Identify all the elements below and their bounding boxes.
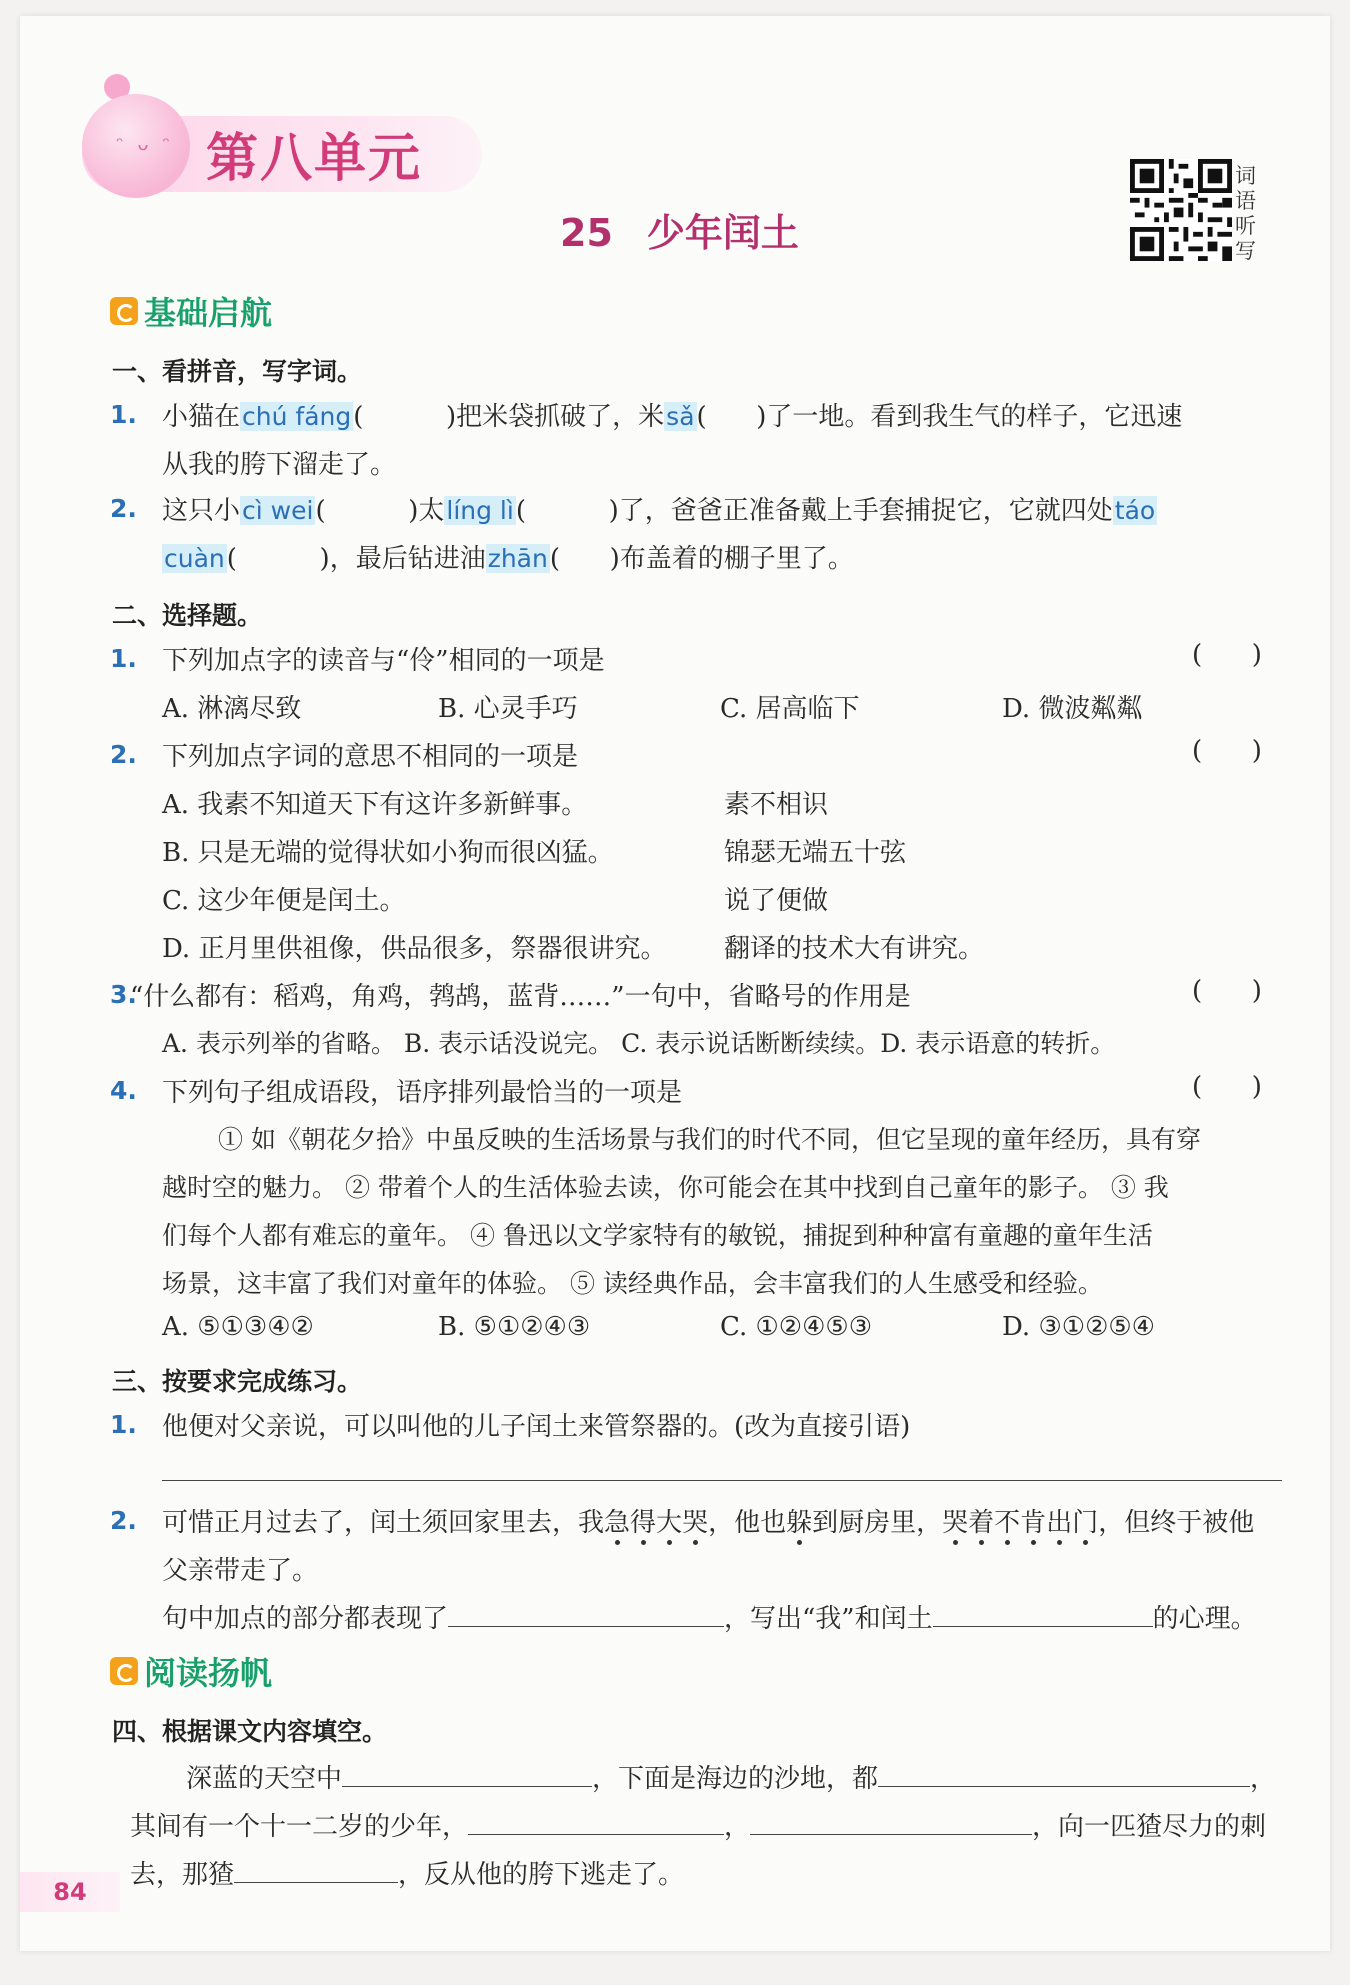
text: ，	[1250, 1764, 1277, 1794]
emphasis-char: 得	[630, 1508, 657, 1538]
answer-blank[interactable]	[342, 1764, 592, 1787]
workbook-page	[20, 16, 1330, 1951]
question-number: 2.	[110, 494, 137, 523]
text: ，向一匹猹尽力的刺	[1032, 1812, 1267, 1842]
option-compare: 素不相识	[724, 790, 829, 820]
text[interactable]: ( )太	[315, 496, 445, 526]
emphasis-char: 门	[1072, 1508, 1099, 1538]
answer-blank[interactable]	[933, 1604, 1153, 1627]
section-title: 基础启航	[144, 294, 273, 332]
emphasis-char: 躲	[786, 1508, 813, 1538]
question-stem: 下列句子组成语段，语序排列最恰当的一项是	[162, 1078, 683, 1108]
option[interactable]: B. 心灵手巧	[438, 694, 578, 724]
text: 句中加点的部分都表现了	[162, 1604, 449, 1634]
answer-bracket[interactable]: ( )	[1192, 976, 1262, 1006]
question-number: 1.	[110, 400, 137, 429]
text: ，写出“我”和闰土	[724, 1604, 933, 1634]
question-number: 1.	[110, 1410, 137, 1439]
section-heading-reading	[110, 1648, 272, 1694]
option[interactable]: A. 我素不知道天下有这许多新鲜事。	[162, 790, 588, 820]
answer-blank[interactable]	[234, 1860, 398, 1883]
question-line	[162, 396, 1182, 433]
text: ，	[724, 1812, 751, 1842]
option[interactable]: C. 这少年便是闰土。	[162, 886, 406, 916]
pinyin: cì wei	[242, 496, 314, 525]
answer-blank[interactable]	[468, 1812, 724, 1835]
answer-bracket[interactable]: ( )	[1192, 640, 1262, 670]
text: ，他也	[708, 1508, 787, 1538]
pinyin: líng lì	[446, 496, 514, 525]
question-number: 3.	[110, 980, 137, 1009]
question-stem: 下列加点字词的意思不相同的一项是	[162, 742, 579, 772]
section-heading-basics	[110, 288, 272, 334]
question-line	[162, 538, 854, 575]
emphasis-char: 着	[968, 1508, 995, 1538]
text: ，反从他的胯下逃走了。	[398, 1860, 685, 1890]
page-number: 84	[20, 1872, 120, 1912]
text[interactable]: ( )了，爸爸正准备戴上手套捕捉它，它就四处	[515, 496, 1113, 526]
option[interactable]: C. 居高临下	[720, 694, 860, 724]
options-row[interactable]: A. 表示列举的省略。 B. 表示话没说完。 C. 表示说话断断续续。D. 表示语意的转折。	[162, 1029, 1116, 1058]
fill-sentence	[186, 1758, 1276, 1795]
unit-title: 第八单元	[206, 129, 423, 189]
answer-blank[interactable]	[878, 1764, 1250, 1787]
answer-blank[interactable]	[750, 1812, 1032, 1835]
pinyin: cuàn	[164, 544, 225, 573]
answer-bracket[interactable]: ( )	[1192, 1072, 1262, 1102]
question-number: 4.	[110, 1076, 137, 1105]
emphasis-char: 哭	[682, 1508, 709, 1538]
part-1-heading: 一、看拼音，写字词。	[112, 357, 363, 386]
text: 其间有一个十一二岁的少年，	[130, 1812, 469, 1842]
text: 小猫在	[162, 402, 241, 432]
text[interactable]: ( )把米袋抓破了，米	[353, 402, 665, 432]
qr-label: 词语听写	[1235, 164, 1256, 263]
part-4-heading: 四、根据课文内容填空。	[112, 1717, 388, 1746]
fill-sentence	[162, 1598, 1257, 1635]
question-stem: “什么都有：稻鸡，角鸡，鹁鸪，蓝背……”一句中，省略号的作用是	[130, 982, 911, 1012]
text: 的心理。	[1152, 1604, 1257, 1634]
pinyin: sǎ	[666, 402, 695, 431]
text: ，但终于被他	[1098, 1508, 1255, 1538]
passage-line: 们每个人都有难忘的童年。 ④ 鲁迅以文学家特有的敏锐，捕捉到种种富有童趣的童年生活	[162, 1221, 1153, 1250]
answer-blank[interactable]	[448, 1604, 724, 1627]
question-text: 他便对父亲说，可以叫他的儿子闰土来管祭器的。(改为直接引语)	[162, 1412, 911, 1442]
text[interactable]: ( )了一地。看到我生气的样子，它迅速	[696, 402, 1183, 432]
emphasis-char: 出	[1046, 1508, 1073, 1538]
option[interactable]: C. ①②④⑤③	[720, 1312, 873, 1342]
question-text	[162, 1502, 1254, 1539]
part-3-heading: 三、按要求完成练习。	[112, 1367, 363, 1396]
question-stem: 下列加点字的读音与“伶”相同的一项是	[162, 646, 605, 676]
question-text: 父亲带走了。	[162, 1556, 319, 1586]
question-number: 1.	[110, 644, 137, 673]
pinyin: táo	[1114, 496, 1156, 525]
option-compare: 翻译的技术大有讲究。	[724, 934, 985, 964]
fill-sentence	[130, 1806, 1266, 1843]
passage-line: 场景，这丰富了我们对童年的体验。 ⑤ 读经典作品，会丰富我们的人生感受和经验。	[162, 1269, 1103, 1298]
emphasis-char: 肯	[1020, 1508, 1047, 1538]
answer-line[interactable]	[162, 1480, 1282, 1481]
dotted-text	[786, 1508, 812, 1538]
text[interactable]: ( )布盖着的棚子里了。	[549, 544, 854, 574]
question-number: 2.	[110, 740, 137, 769]
option[interactable]: A. ⑤①③④②	[162, 1312, 314, 1342]
mascot-face-icon: ᵔᴗᵔ	[116, 134, 184, 155]
lesson-number: 25	[560, 211, 613, 255]
option[interactable]: D. 微波粼粼	[1002, 694, 1143, 724]
question-line: 从我的胯下溜走了。	[162, 450, 397, 480]
option[interactable]: B. ⑤①②④③	[438, 1312, 591, 1342]
part-2-heading: 二、选择题。	[112, 601, 263, 630]
emphasis-char: 哭	[942, 1508, 969, 1538]
text: 去，那猹	[130, 1860, 235, 1890]
qr-code-icon[interactable]	[1130, 159, 1232, 261]
question-number: 2.	[110, 1506, 137, 1535]
option[interactable]: A. 淋漓尽致	[162, 694, 302, 724]
compass-icon	[110, 297, 138, 325]
text: 到厨房里，	[812, 1508, 943, 1538]
answer-bracket[interactable]: ( )	[1192, 736, 1262, 766]
emphasis-char: 急	[604, 1508, 631, 1538]
emphasis-char: 大	[656, 1508, 683, 1538]
option-compare: 说了便做	[724, 886, 829, 916]
dotted-text	[942, 1508, 1098, 1538]
option[interactable]: D. ③①②⑤④	[1002, 1312, 1155, 1342]
option-compare: 锦瑟无端五十弦	[724, 838, 907, 868]
text: 这只小	[162, 496, 241, 526]
lesson-title	[560, 202, 799, 257]
text: 深蓝的天空中	[186, 1764, 343, 1794]
option[interactable]: D. 正月里供祖像，供品很多，祭器很讲究。	[162, 934, 667, 964]
question-line	[162, 490, 1157, 527]
text[interactable]: ( )，最后钻进油	[226, 544, 486, 574]
dotted-text	[604, 1508, 708, 1538]
pinyin: zhān	[487, 544, 548, 573]
text: 可惜正月过去了，闰土须回家里去，我	[162, 1508, 605, 1538]
option[interactable]: B. 只是无端的觉得状如小狗而很凶猛。	[162, 838, 614, 868]
pinyin: chú fáng	[242, 402, 352, 431]
passage-line: 越时空的魅力。 ② 带着个人的生活体验去读，你可能会在其中找到自己童年的影子。 ③ 我	[162, 1173, 1169, 1202]
emphasis-char: 不	[994, 1508, 1021, 1538]
text: ，下面是海边的沙地，都	[592, 1764, 879, 1794]
fill-sentence	[130, 1854, 684, 1891]
sail-icon	[110, 1657, 138, 1685]
passage-line: ① 如《朝花夕拾》中虽反映的生活场景与我们的时代不同，但它呈现的童年经历，具有穿	[218, 1125, 1201, 1154]
lesson-name: 少年闰土	[646, 211, 799, 255]
section-title: 阅读扬帆	[144, 1654, 273, 1692]
